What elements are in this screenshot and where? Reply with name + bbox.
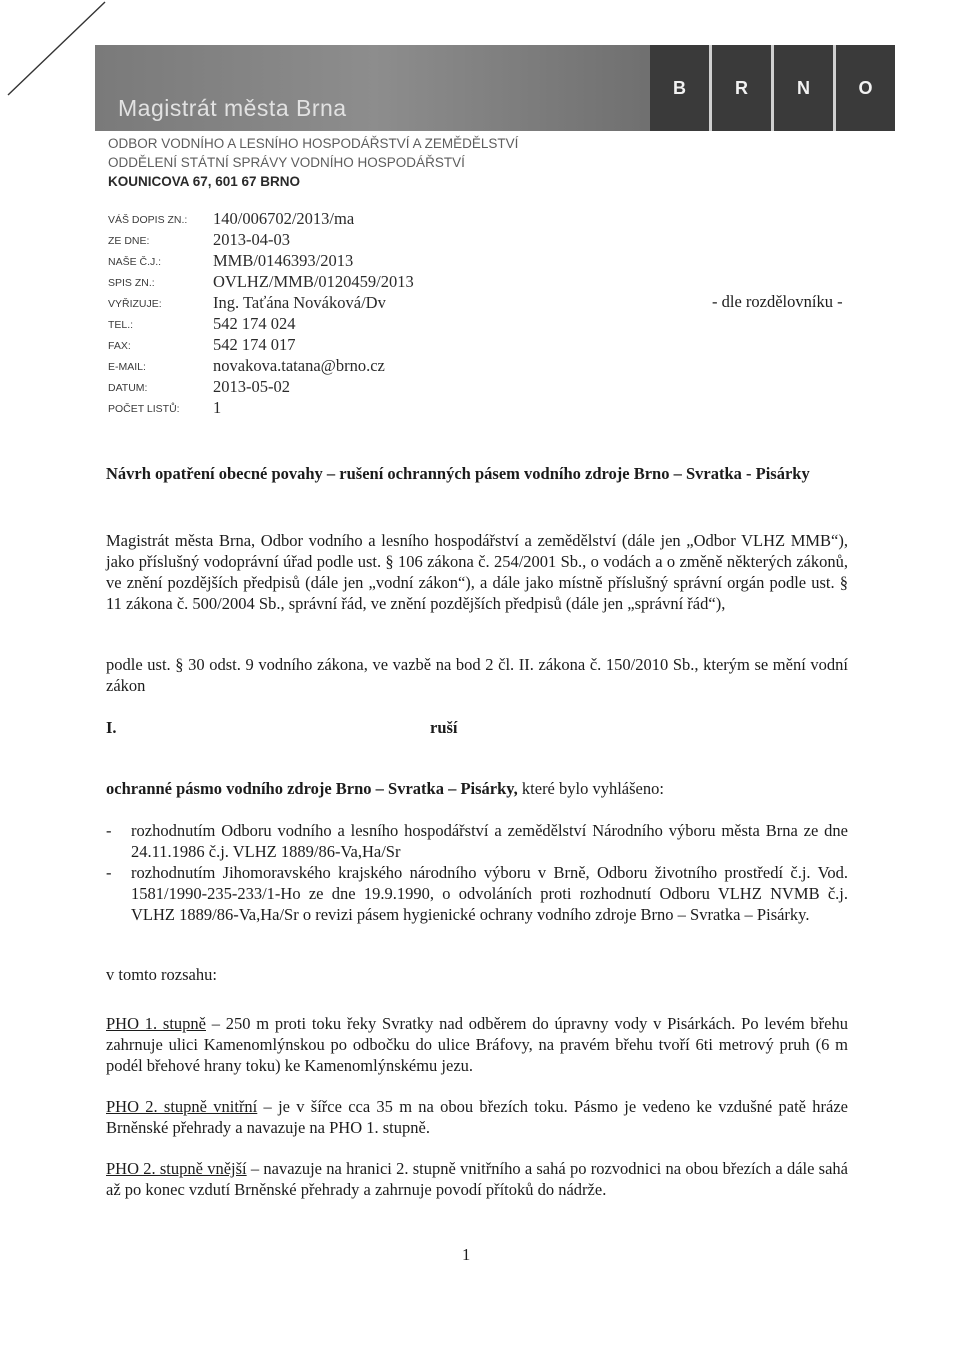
pho-label: PHO 2. stupně vnější <box>106 1159 247 1178</box>
meta-label: NAŠE Č.J.: <box>108 256 162 268</box>
banner-title: Magistrát města Brna <box>118 95 347 121</box>
page-number: 1 <box>462 1245 471 1264</box>
pho-paragraph <box>106 1158 848 1200</box>
pho-paragraph <box>106 1013 848 1076</box>
meta-label: ZE DNE: <box>108 235 150 247</box>
scope-line: v tomto rozsahu: <box>106 965 217 984</box>
list-item <box>106 862 848 925</box>
list-item <box>106 820 848 862</box>
logo-letter: B <box>650 45 712 131</box>
intro-paragraph: Magistrát města Brna, Odbor vodního a lesního hospodářství a zemědělství (dále jen „Odbor VLHZ MMB“), jako příslušný vodoprávní úřad podle ust. § 106 zákona č. 254/2001 Sb., o vodách a o změně některých zákonů, ve znění pozdějších předpisů (dále jen „vodní zákon“), a dále jako místně příslušný správní orgán podle ust. § 11 zákona č. 500/2004 Sb., správní řád, ve znění pozdějších předpisů (dále jen „správní řád“), <box>106 531 848 613</box>
department-name: ODBOR VODNÍHO A LESNÍHO HOSPODÁŘSTVÍ A ZEMĚDĚLSTVÍ <box>108 136 519 151</box>
section-number: I. <box>106 718 117 737</box>
meta-label: VÁŠ DOPIS ZN.: <box>108 214 188 226</box>
zone-heading-rest: které bylo vyhlášeno: <box>517 779 664 798</box>
decision-list <box>106 820 848 925</box>
meta-label: FAX: <box>108 340 131 352</box>
meta-value: 542 174 024 <box>213 314 296 333</box>
email-value: novakova.tatana@brno.cz <box>213 356 385 375</box>
meta-label: VYŘIZUJE: <box>108 298 162 310</box>
meta-value: 2013-04-03 <box>213 230 290 249</box>
meta-value: OVLHZ/MMB/0120459/2013 <box>213 272 414 291</box>
meta-label: SPIS ZN.: <box>108 277 155 289</box>
list-item-text: rozhodnutím Odboru vodního a lesního hospodářství a zemědělství Národního výboru města Brna ze dne 24.11.1986 č.j. VLHZ 1889/86-Va,Ha/Sr <box>131 821 848 861</box>
list-item-text: rozhodnutím Jihomoravského krajského národního výboru v Brně, Odboru životního prostředí č.j. Vod. 1581/1990-235-233/1-Ho ze dne 19.9.1990, o odvoláních proti rozhodnutí Odboru VLHZ NVMB č.j. VLHZ 1889/86-Va,Ha/Sr o revizi pásem hygienické ochrany vodního zdroje Brno – Svratka – Pisárky. <box>131 863 848 924</box>
list-dash: - <box>106 821 112 840</box>
brno-logo <box>650 45 895 131</box>
meta-value: 542 174 017 <box>213 335 296 354</box>
zone-heading <box>106 778 848 799</box>
pho-text: – 250 m proti toku řeky Svratky nad odběrem do úpravny vody v Pisárkách. Po levém břehu zahrnuje ulici Kamenomlýnskou po odbočku do ulice Bráfovy, na pravém břehu tvoří 6ti metrový pruh (6 m podél břehové hrany toku) ke Kamenomlýnskému jezu. <box>106 1014 848 1075</box>
section-verb: ruší <box>430 718 458 737</box>
meta-label: DATUM: <box>108 382 148 394</box>
list-dash: - <box>106 863 112 882</box>
logo-letter: O <box>836 45 895 131</box>
pho-paragraph <box>106 1096 848 1138</box>
meta-label: TEL.: <box>108 319 134 331</box>
meta-value: Ing. Taťána Nováková/Dv <box>213 293 386 312</box>
meta-value: MMB/0146393/2013 <box>213 251 354 270</box>
office-address: KOUNICOVA 67, 601 67 BRNO <box>108 174 301 189</box>
legal-basis-paragraph: podle ust. § 30 odst. 9 vodního zákona, ve vazbě na bod 2 čl. II. zákona č. 150/2010 Sb., kterým se mění vodní zákon <box>106 655 848 695</box>
document-title: Návrh opatření obecné povahy – rušení ochranných pásem vodního zdroje Brno – Svratka - Pisárky <box>106 464 810 483</box>
zone-heading-bold: ochranné pásmo vodního zdroje Brno – Svratka – Pisárky, <box>106 779 518 798</box>
pho-label: PHO 1. stupně <box>106 1014 206 1033</box>
pho-text: – je v šířce cca 35 m na obou březích toku. Pásmo je vedeno ke vzdušné patě hráze Brněnské přehrady a navazuje na PHO 1. stupně. <box>106 1097 848 1137</box>
meta-value: 1 <box>213 398 222 417</box>
pho-text: – navazuje na hranici 2. stupně vnitřního a sahá po rozvodnici na obou březích a dále sahá až po konec vzdutí Brněnské přehrady a zahrnuje povodí přítoků do nádrže. <box>106 1159 848 1199</box>
meta-value: 140/006702/2013/ma <box>213 209 355 228</box>
recipient-note: - dle rozdělovníku - <box>712 292 843 311</box>
division-name: ODDĚLENÍ STÁTNÍ SPRÁVY VODNÍHO HOSPODÁŘSTVÍ <box>108 155 465 170</box>
meta-value: 2013-05-02 <box>213 377 290 396</box>
meta-label: POČET LISTŮ: <box>108 403 180 415</box>
logo-letter: N <box>774 45 836 131</box>
logo-letter: R <box>712 45 774 131</box>
pho-label: PHO 2. stupně vnitřní <box>106 1097 258 1116</box>
meta-label: E-MAIL: <box>108 361 146 373</box>
